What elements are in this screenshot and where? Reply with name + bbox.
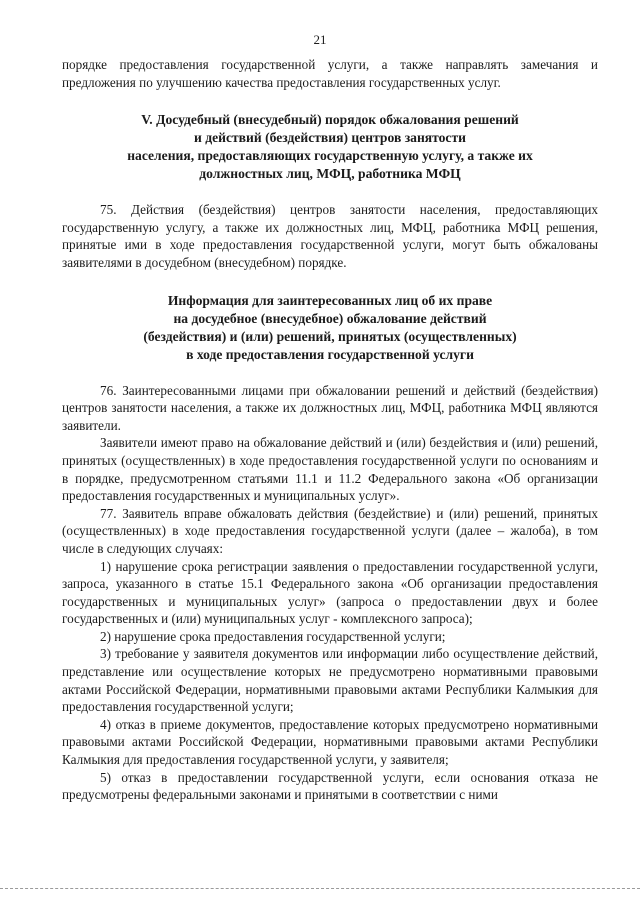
page-bottom-divider bbox=[0, 888, 640, 889]
page-content bbox=[62, 56, 598, 804]
paragraph-75: 75. Действия (бездействия) центров занятости населения, предоставляющих государственную услугу, а также их должностных лиц, МФЦ, работника МФЦ решения, принятые ими в ходе предоставления государственной услуги, могут быть обжалованы заявителями в досудебном (внесудебном) порядке. bbox=[62, 202, 598, 270]
list-item-2: 2) нарушение срока предоставления государственной услуги; bbox=[100, 628, 446, 644]
paragraph-76-rights: Заявители имеют право на обжалование действий и (или) бездействия и (или) решений, принятых (осуществленных) в ходе предоставления государственной услуги по основаниям и в порядке, предусмотренном статьями 11.1 и 11.2 Федерального закона «Об организации предоставления государственных и муниципальных услуг». bbox=[62, 435, 598, 504]
section-heading-line: и действий (бездействия) центров занятости bbox=[194, 130, 466, 146]
sub-heading-line: (бездействия) и (или) решений, принятых (осуществленных) bbox=[143, 328, 517, 344]
sub-heading-line: Информация для заинтересованных лиц об их праве bbox=[167, 292, 493, 308]
paragraph-77: 77. Заявитель вправе обжаловать действия (бездействие) и (или) решений, принятых (осуществленных) в ходе предоставления государственной услуги (далее – жалоба), в том числе в следующих случаях: bbox=[62, 505, 598, 556]
sub-heading-line: в ходе предоставления государственной услуги bbox=[186, 346, 474, 362]
section-heading bbox=[62, 111, 598, 183]
section-heading-line: должностных лиц, МФЦ, работника МФЦ bbox=[199, 166, 461, 182]
intro-paragraph: порядке предоставления государственной услуги, а также направлять замечания и предложения по улучшению качества предоставления государственных услуг. bbox=[62, 57, 598, 90]
paragraph-76: 76. Заинтересованными лицами при обжаловании решений и действий (бездействия) центров занятости населения, а также их должностных лиц, МФЦ, работника МФЦ являются заявители. bbox=[62, 382, 598, 433]
sub-heading bbox=[62, 292, 598, 364]
list-item-3: 3) требование у заявителя документов или информации либо осуществление действий, представление или осуществление которых не предусмотрено нормативными правовыми актами Российской Федерации, нормативными правовыми актами Республики Калмыкия для предоставления государственной услуги; bbox=[62, 646, 598, 715]
list-item-5: 5) отказ в предоставлении государственной услуги, если основания отказа не предусмотрены федеральными законами и принятыми в соответствии с ними bbox=[62, 769, 598, 803]
page-number: 21 bbox=[313, 32, 327, 47]
list-item-1: 1) нарушение срока регистрации заявления о предоставлении государственной услуги, запроса, указанного в статье 15.1 Федерального закона «Об организации предоставления государственных и муниципальных услуг» (запроса о предоставлении двух и более государственных и (или) муниципальных услуг - комплексного запроса); bbox=[62, 558, 598, 627]
section-heading-line: населения, предоставляющих государственную услугу, а также их bbox=[127, 148, 533, 164]
list-item-4: 4) отказ в приеме документов, предоставление которых предусмотрено нормативными правовыми актами Российской Федерации, нормативными правовыми актами Республики Калмыкия для предоставления государственной услуги, у заявителя; bbox=[62, 716, 598, 768]
sub-heading-line: на досудебное (внесудебное) обжалование действий bbox=[173, 310, 487, 326]
section-heading-line: V. Досудебный (внесудебный) порядок обжалования решений bbox=[141, 112, 519, 128]
